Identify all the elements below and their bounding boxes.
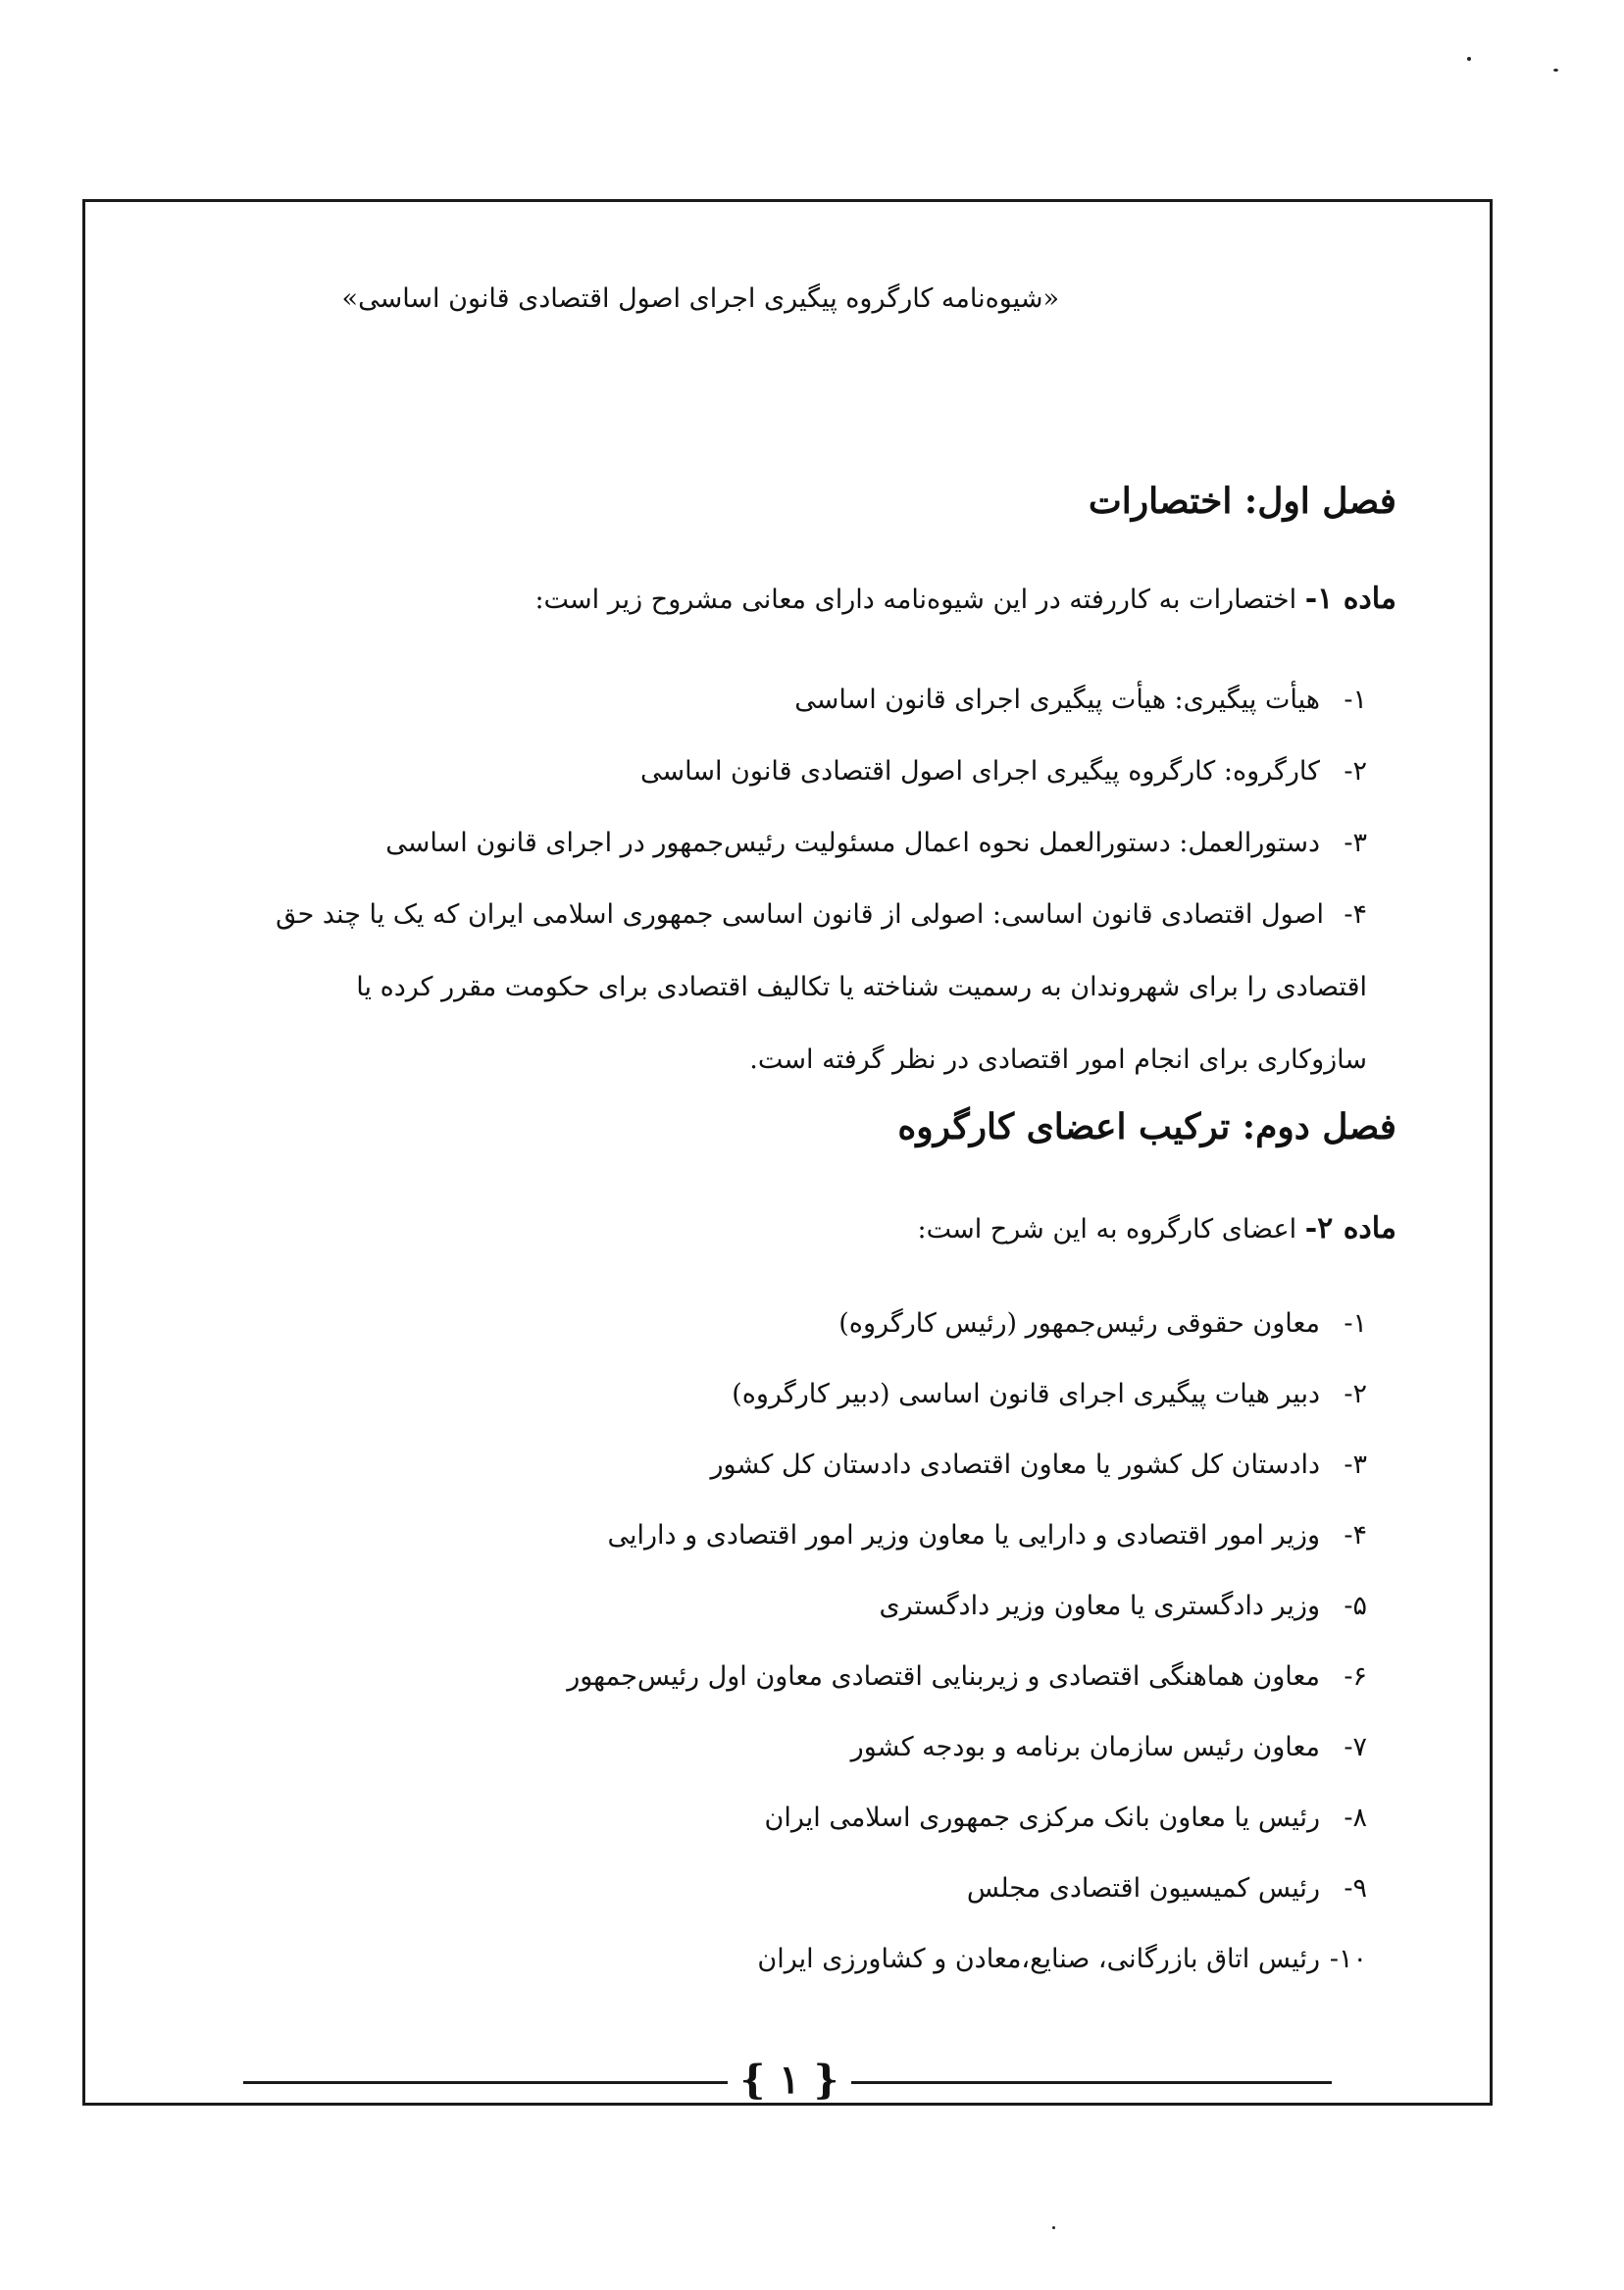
- list-item: [567, 1940, 1367, 2010]
- item-text: هیأت پیگیری: هیأت پیگیری اجرای قانون اساسی: [794, 685, 1320, 715]
- list-item: [567, 1728, 1367, 1799]
- list-item: [239, 752, 1367, 824]
- item-number: ۱-: [1344, 685, 1367, 715]
- item-text: کارگروه: کارگروه پیگیری اجرای اصول اقتصادی قانون اساسی: [639, 756, 1320, 787]
- item-number: ۳-: [1344, 828, 1367, 858]
- list-item: [567, 1869, 1367, 1940]
- item-number: ۶-: [1344, 1661, 1367, 1692]
- abbreviations-list: [239, 681, 1367, 1096]
- item-text: وزیر دادگستری یا معاون وزیر دادگستری: [879, 1591, 1320, 1621]
- list-item: [567, 1587, 1367, 1657]
- document-title: «شیوه‌نامه کارگروه پیگیری اجرای اصول اقتصادی قانون اساسی»: [341, 283, 1059, 314]
- item-number: ۳-: [1344, 1450, 1367, 1480]
- chapter1-heading: فصل اول: اختصارات: [1088, 481, 1396, 522]
- page-number: { ۱ }: [739, 2057, 839, 2103]
- article2-text: اعضای کارگروه به این شرح است:: [917, 1214, 1297, 1245]
- footer-rule-right: [851, 2081, 1332, 2084]
- item-text: دادستان کل کشور یا معاون اقتصادی دادستان کل کشور: [710, 1450, 1320, 1480]
- scan-speck: [1052, 2226, 1055, 2229]
- item-text: وزیر امور اقتصادی و دارایی یا معاون وزیر امور اقتصادی و دارایی: [607, 1520, 1320, 1551]
- item-text: رئیس یا معاون بانک مرکزی جمهوری اسلامی ایران: [764, 1803, 1320, 1833]
- list-item: [567, 1375, 1367, 1446]
- list-item: [567, 1516, 1367, 1587]
- item-text: رئیس اتاق بازرگانی، صنایع،معادن و کشاورزی ایران: [757, 1944, 1320, 1974]
- item-number: ۴-: [1344, 899, 1367, 930]
- article1-text: اختصارات به کاررفته در این شیوه‌نامه دارای معانی مشروح زیر است:: [534, 585, 1297, 615]
- item-text: دستورالعمل: دستورالعمل نحوه اعمال مسئولیت رئیس‌جمهور در اجرای قانون اساسی: [385, 828, 1320, 858]
- item-number: ۲-: [1344, 756, 1367, 787]
- list-item: [567, 1304, 1367, 1375]
- item-text: معاون حقوقی رئیس‌جمهور (رئیس کارگروه): [838, 1308, 1320, 1339]
- article1-label: ماده ۱-: [1304, 582, 1396, 616]
- item-text: معاون رئیس سازمان برنامه و بودجه کشور: [850, 1732, 1320, 1762]
- article2: [917, 1211, 1396, 1246]
- list-item: [239, 681, 1367, 752]
- list-item: [567, 1446, 1367, 1516]
- item-text: دبیر هیات پیگیری اجرای قانون اساسی (دبیر کارگروه): [732, 1379, 1320, 1409]
- item-text: اصول اقتصادی قانون اساسی: اصولی از قانون اساسی جمهوری اسلامی ایران که یک یا چند حق اقتصادی را برای شهروندان به رسمیت شناخته یا تکالیف اقتصادی برای حکومت مقرر کرده یا سازوکاری برای انجام امور اقتصادی در نظر گرفته است.: [276, 899, 1367, 1075]
- scan-speck: [1467, 57, 1471, 61]
- article2-label: ماده ۲-: [1304, 1211, 1396, 1246]
- article1: [534, 582, 1396, 616]
- item-number: ۸-: [1344, 1803, 1367, 1833]
- list-item: [239, 879, 1367, 1096]
- item-text: رئیس کمیسیون اقتصادی مجلس: [966, 1873, 1320, 1904]
- item-number: ۵-: [1344, 1591, 1367, 1621]
- list-item: [567, 1657, 1367, 1728]
- footer-rule-left: [243, 2081, 728, 2084]
- item-number: ۴-: [1344, 1520, 1367, 1551]
- scan-speck: [1553, 69, 1558, 72]
- item-number: ۱۰-: [1329, 1944, 1367, 1974]
- members-list: [567, 1304, 1367, 2010]
- list-item: [567, 1799, 1367, 1869]
- item-number: ۹-: [1344, 1873, 1367, 1904]
- item-number: ۱-: [1344, 1308, 1367, 1339]
- item-text: معاون هماهنگی اقتصادی و زیربنایی اقتصادی معاون اول رئیس‌جمهور: [567, 1661, 1320, 1692]
- chapter2-heading: فصل دوم: ترکیب اعضای کارگروه: [897, 1106, 1396, 1147]
- item-number: ۲-: [1344, 1379, 1367, 1409]
- item-number: ۷-: [1344, 1732, 1367, 1762]
